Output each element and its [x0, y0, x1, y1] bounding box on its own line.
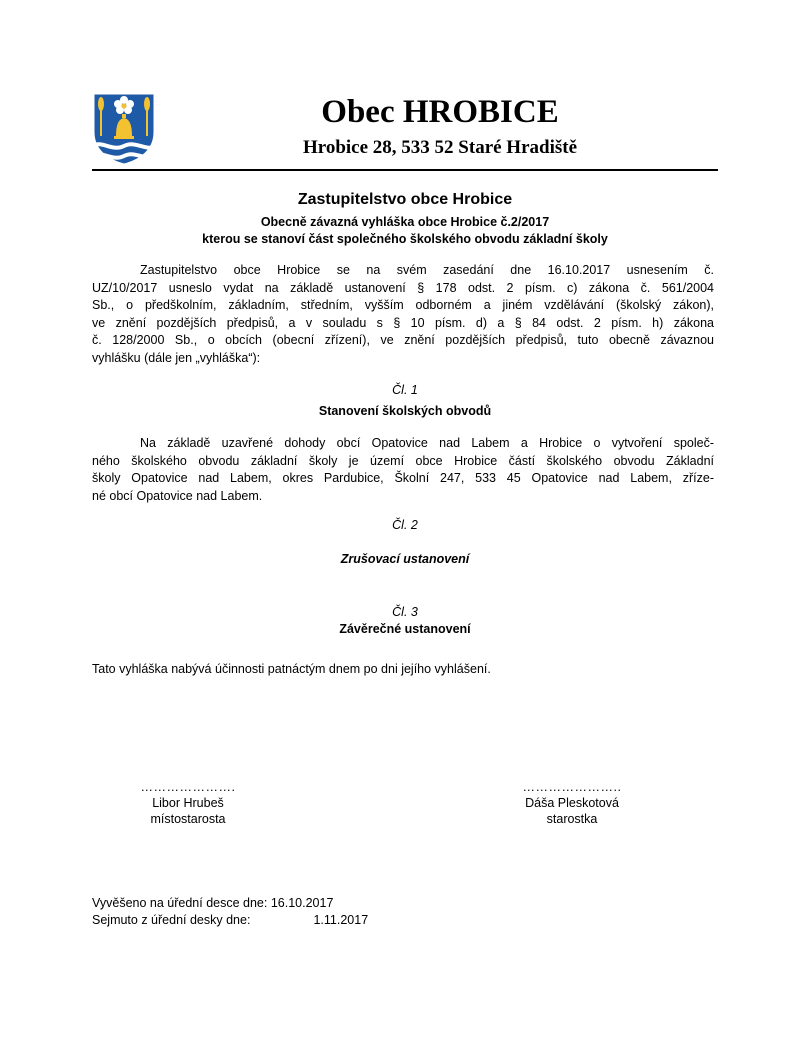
article-3-number: Čl. 3	[392, 605, 418, 619]
article-1-line: ného školského obvodu základní školy je území obce Hrobice částí školského obvodu Základní	[92, 453, 714, 468]
council-heading: Zastupitelstvo obce Hrobice	[297, 191, 513, 208]
intro-line: ve znění pozdějších předpisů, a v souladu s § 10 písm. d) a § 84 odst. 2 písm. h) zákona	[92, 315, 714, 330]
page-title: Obec HROBICE	[321, 94, 559, 130]
signatory-name: Dáša Pleskotová	[525, 796, 619, 810]
intro-paragraph	[92, 262, 714, 367]
removed-label: Sejmuto z úřední desky dne:	[92, 913, 251, 927]
coat-of-arms-image	[92, 92, 156, 166]
posting-dates	[92, 895, 368, 929]
signature-block-left	[128, 779, 248, 827]
intro-line: UZ/10/2017 usneslo vydat na základě ustanovení § 178 odst. 2 písm. c) zákona č. 561/2004	[92, 280, 714, 295]
intro-line: č. 128/2000 Sb., o obcích (obecní zřízení), ve znění pozdějších předpisů, tuto obecně závaznou	[92, 333, 714, 347]
signature-line: …………………..	[522, 780, 622, 794]
article-3-title: Závěrečné ustanovení	[339, 622, 471, 636]
intro-line: vyhlášku (dále jen „vyhláška“):	[92, 350, 261, 365]
removed-date: 1.11.2017	[313, 913, 369, 927]
article-1-paragraph	[92, 435, 714, 505]
intro-line: Zastupitelstvo obce Hrobice se na svém zasedání dne 16.10.2017 usnesením č.	[140, 263, 714, 277]
decree-title-line-1: Obecně závazná vyhláška obce Hrobice č.2/2017	[260, 215, 550, 229]
signature-line: ………………….	[140, 780, 236, 794]
posted-date: 16.10.2017	[270, 896, 334, 910]
article-2-number: Čl. 2	[392, 518, 418, 532]
signature-block-right	[506, 779, 638, 827]
signatory-name: Libor Hrubeš	[152, 796, 224, 810]
posted-row	[92, 895, 368, 912]
article-1-number: Čl. 1	[392, 383, 418, 397]
article-1-line: Na základě uzavřené dohody obcí Opatovice nad Labem a Hrobice o vytvoření společ-	[140, 436, 714, 450]
signatory-role: místostarosta	[150, 812, 226, 826]
article-1-title: Stanovení školských obvodů	[318, 404, 492, 418]
header-divider	[92, 169, 718, 171]
article-2-title: Zrušovací ustanovení	[340, 552, 470, 566]
municipality-address: Hrobice 28, 533 52 Staré Hradiště	[302, 137, 578, 158]
article-1-line: né obcí Opatovice nad Labem.	[92, 488, 263, 503]
signatory-role: starostka	[546, 812, 598, 826]
effect-clause: Tato vyhláška nabývá účinnosti patnáctým dnem po dni jejího vyhlášení.	[92, 662, 491, 676]
decree-title-line-2: kterou se stanoví část společného školského obvodu základní školy	[202, 232, 608, 246]
removed-row	[92, 912, 368, 929]
posted-label: Vyvěšeno na úřední desce dne:	[92, 896, 268, 910]
article-1-line: školy Opatovice nad Labem, okres Pardubice, Školní 247, 533 45 Opatovice nad Labem, zříze-	[92, 471, 714, 485]
intro-line: Sb., o předškolním, základním, středním, vyšším odborném a jiném vzdělávání (školský zákon),	[92, 298, 714, 312]
